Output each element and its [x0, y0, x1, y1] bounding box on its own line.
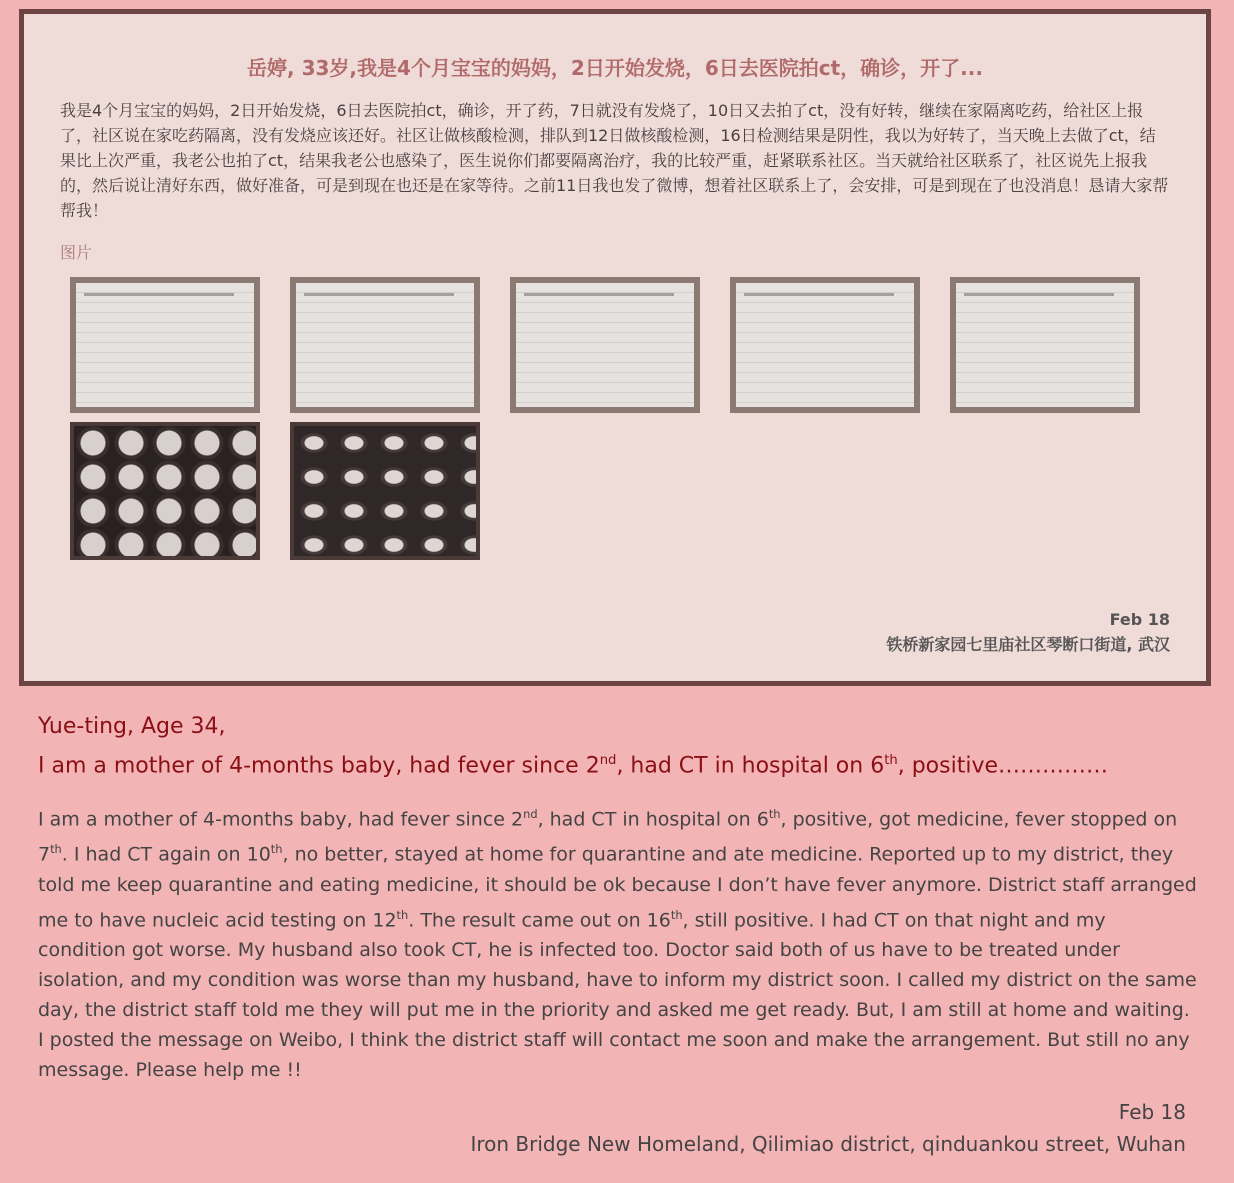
medical-certificate-photo[interactable]: [730, 277, 920, 413]
translation-body: I am a mother of 4-months baby, had fever since 2nd, had CT in hospital on 6th, positive, got medicine, fever stopped on 7th. I had CT again on 10th, no better, stayed at home for quarantine and ate medicine. Reported up to my district, they told me keep quarantine and eating medicine, it should be ok because I don’t have fever anymore. District staff arranged me to have nucleic acid testing on 12th. The result came out on 16th, still positive. I had CT on that night and my condition got worse. My husband also took CT, he is infected too. Doctor said both of us have to be treated under isolation, and my condition was worse than my husband, have to inform my district soon. I called my district on the same day, the district staff told me they will put me in the priority and asked me get ready. But, I am still at home and waiting. I posted the message on Weibo, I think the district staff will contact me soon and make the arrangement. But still no any message. Please help me !!: [38, 807, 1197, 1081]
medical-record-photo[interactable]: [70, 277, 260, 413]
ct-scan-film-photo[interactable]: [290, 422, 480, 560]
pictures-label: 图片: [60, 243, 93, 262]
handwritten-record-photo[interactable]: [950, 277, 1140, 413]
post-body: 我是4个月宝宝的妈妈，2日开始发烧，6日去医院拍ct，确诊，开了药，7日就没有发烧了，10日又去拍了ct，没有好转，继续在家隔离吃药，给社区上报了，社区说在家吃药隔离，没有发烧应该还好。社区让做核酸检测，排队到12日做核酸检测，16日检测结果是阴性，我以为好转了，当天晚上去做了ct，结果比上次严重，我老公也拍了ct，结果我老公也感染了，医生说你们都要隔离治疗，我的比较严重，赶紧联系社区。当天就给社区联系了，社区说先上报我的，然后说让清好东西，做好准备，可是到现在也还是在家等待。之前11日我也发了微博，想着社区联系上了，会安排，可是到现在了也没消息！恳请大家帮帮我！: [60, 101, 1169, 220]
diagnosis-report-photo[interactable]: [510, 277, 700, 413]
weibo-post-card: [19, 9, 1211, 686]
translation-title: [38, 710, 1108, 783]
translation-date: Feb 18: [1118, 1100, 1186, 1124]
post-date: Feb 18: [1109, 610, 1170, 629]
post-location: 铁桥新家园七里庙社区琴断口街道, 武汉: [886, 635, 1170, 654]
translation-location: Iron Bridge New Homeland, Qilimiao district, qinduankou street, Wuhan: [470, 1132, 1186, 1156]
title-line: I am a mother of 4-months baby, had fever since 2nd, had CT in hospital on 6th, positive……………: [38, 753, 1109, 779]
lab-report-photo[interactable]: [290, 277, 480, 413]
ct-scan-film-photo[interactable]: [70, 422, 260, 560]
name-line: Yue-ting, Age 34,: [38, 714, 226, 739]
post-title: 岳婷, 33岁,我是4个月宝宝的妈妈，2日开始发烧，6日去医院拍ct，确诊，开了...: [247, 56, 983, 80]
